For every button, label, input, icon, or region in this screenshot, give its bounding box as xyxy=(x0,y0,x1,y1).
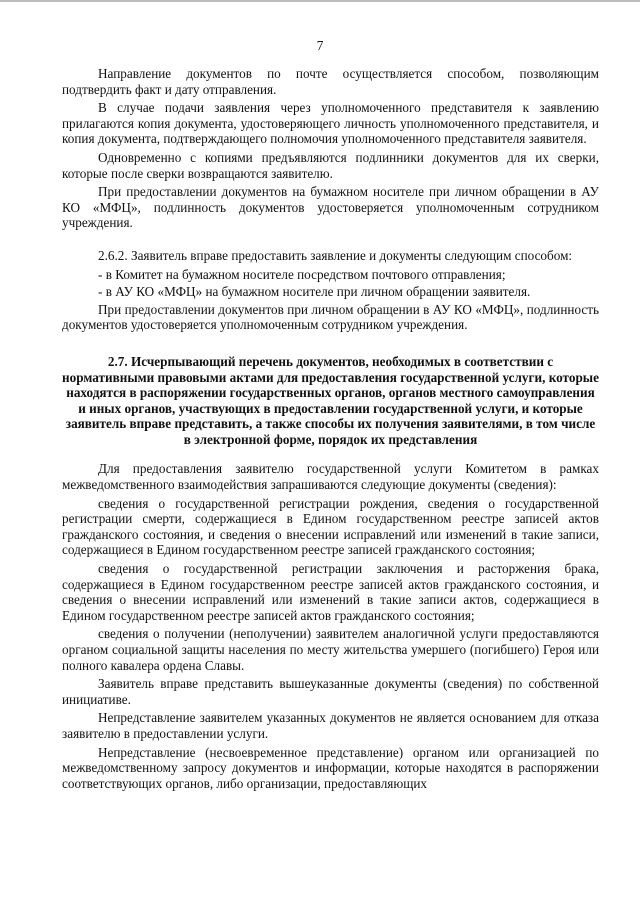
paragraph-mail-submission: Направление документов по почте осуществляется способом, позволяющим подтвердить факт и дату отправления. xyxy=(62,66,599,97)
paragraph-originals: Одновременно с копиями предъявляются подлинники документов для их сверки, которые после сверки возвращаются заявителю. xyxy=(62,149,599,181)
document-body xyxy=(62,66,599,794)
spacer xyxy=(62,234,599,248)
section-2-7-heading: 2.7. Исчерпывающий перечень документов, необходимых в соответствии с нормативными правовыми актами для предоставления государственной услуги, которые находятся в распоряжении государственных органов, органов местного самоуправления и иных органов, участвующих в предоставлении государственной услуги, и которые заявитель вправе представить, а также способы их получения заявителями, в том числе в электронной форме, порядок их представления xyxy=(62,353,599,447)
top-edge-rule xyxy=(0,0,640,2)
item-marriage-records: сведения о государственной регистрации заключения и расторжения брака, содержащиеся в Едином государственном реестре записей актов гражданского состояния, и сведения о внесении исправлений или изменений в такие записи актов, содержащиеся в Едином государственном реестре записей актов гражданского состояния; xyxy=(62,561,599,623)
paragraph-mfc-authenticity: При предоставлении документов на бумажном носителе при личном обращении в АУ КО «МФЦ», подлинность документов удостоверяется уполномоченным сотрудником учреждения. xyxy=(62,184,599,231)
page-number: 7 xyxy=(316,38,324,53)
paragraph-interagency: Непредставление (несвоевременное представление) органом или организацией по межведомственному запросу документов и информации, которые находятся в распоряжении соответствующих органов, либо организации, предоставляющих xyxy=(62,744,599,791)
spacer xyxy=(62,336,599,354)
list-item-mail: - в Комитет на бумажном носителе посредством почтового отправления; xyxy=(98,266,506,282)
section-2-6-2-note: При предоставлении документов при личном обращении в АУ КО «МФЦ», подлинность документов удостоверяется уполномоченным сотрудником учреждения. xyxy=(62,301,599,333)
paragraph-not-grounds: Непредставление заявителем указанных документов не является основанием для отказа заявителю в предоставлении услуги. xyxy=(62,710,599,741)
section-2-7-intro: Для предоставления заявителю государственной услуги Комитетом в рамках межведомственного взаимодействия запрашиваются следующие документы (сведения): xyxy=(62,461,599,493)
item-birth-death-records: сведения о государственной регистрации рождения, сведения о государственной регистрации смерти, содержащиеся в Едином государственном реестре записей актов гражданского состояния, и сведения о внесении исправлений или изменений в такие записи, содержащиеся в Едином государственном реестре записей гражданского состояния; xyxy=(62,495,599,558)
paragraph-own-initiative: Заявитель вправе представить вышеуказанные документы (сведения) по собственной инициативе. xyxy=(62,676,599,707)
item-service-receipt: сведения о получении (неполучении) заявителем аналогичной услуги предоставляются органом социальной защиты населения по месту жительства умершего (погибшего) Героя или полного кавалера ордена Славы. xyxy=(62,626,599,673)
section-2-6-2-intro: 2.6.2. Заявитель вправе предоставить заявление и документы следующим способом: xyxy=(98,247,573,263)
list-item-mfc: - в АУ КО «МФЦ» на бумажном носителе при личном обращении заявителя. xyxy=(98,284,531,300)
paragraph-representative: В случае подачи заявления через уполномоченного представителя к заявлению прилагаются копия документа, удостоверяющего личность уполномоченного представителя, и копия документа, подтверждающего полномочия уполномоченного представителя заявителя. xyxy=(62,100,599,147)
